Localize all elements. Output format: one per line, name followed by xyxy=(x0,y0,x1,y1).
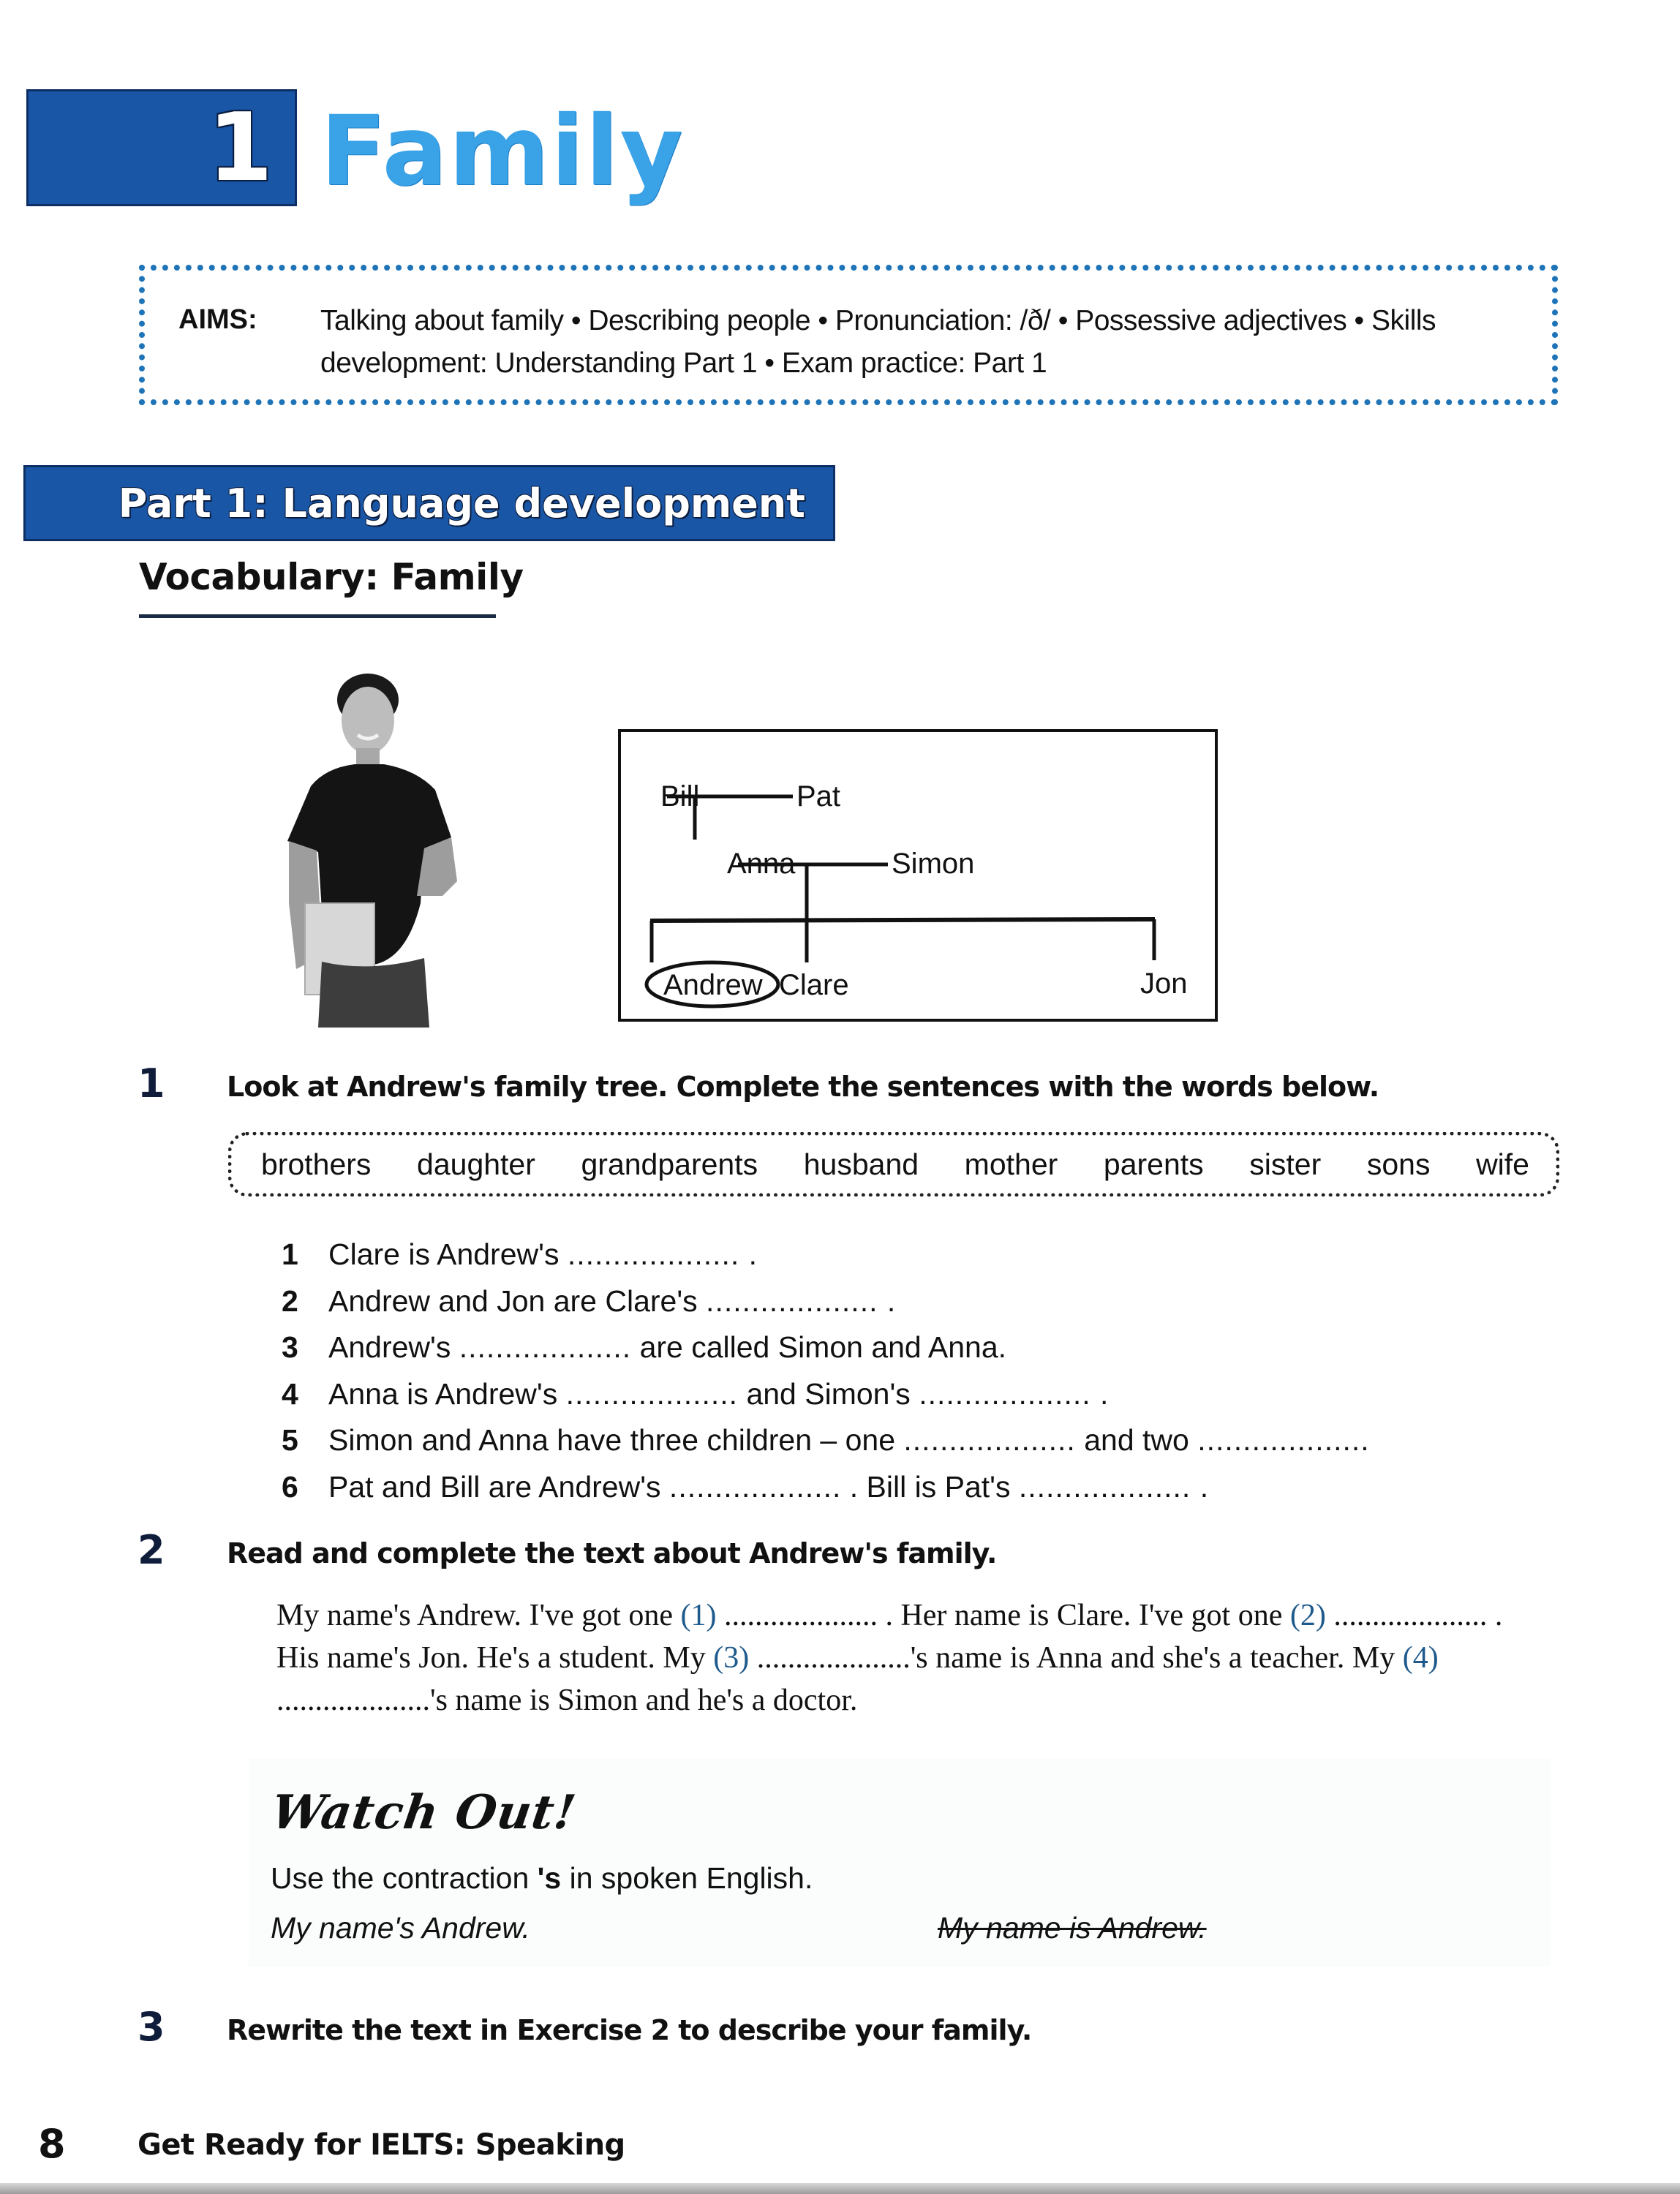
aims-box xyxy=(139,265,1558,405)
tree-person-anna: Anna xyxy=(727,848,796,880)
photo-jeans xyxy=(318,958,429,1028)
sentence-item xyxy=(282,1467,1209,1507)
exercise-1-instruction: Look at Andrew's family tree. Complete the sentences with the words below. xyxy=(227,1071,1379,1103)
tree-line-children xyxy=(650,919,1155,921)
sentence-text: Clare is Andrew's xyxy=(328,1237,568,1271)
word-option: sons xyxy=(1366,1147,1431,1181)
tree-person-jon: Jon xyxy=(1140,968,1188,1000)
sentence-number: 2 xyxy=(282,1283,298,1318)
page-edge-shadow xyxy=(0,2183,1680,2194)
sentence-text: are called Simon and Anna. xyxy=(631,1330,1007,1364)
word-box xyxy=(228,1132,1559,1196)
page-number: 8 xyxy=(38,2121,66,2167)
aims-label: AIMS: xyxy=(178,304,257,335)
sentence-item xyxy=(282,1420,1370,1460)
sentence-number: 4 xyxy=(282,1376,298,1411)
part-title: Part 1: Language development xyxy=(118,480,805,527)
book-title: Get Ready for IELTS: Speaking xyxy=(138,2128,625,2162)
sentence-text: Andrew and Jon are Clare's xyxy=(328,1283,707,1318)
sentence-item xyxy=(282,1234,758,1274)
answer-blank[interactable]: . xyxy=(1091,1376,1110,1411)
correct-example: My name's Andrew. xyxy=(271,1911,530,1945)
sentence-text: and Simon's xyxy=(738,1376,919,1411)
sentence-number: 5 xyxy=(282,1423,298,1457)
text-segment: .................... . Her name is Clare. I've got one xyxy=(716,1599,1290,1632)
watch-out-rule xyxy=(271,1861,813,1896)
word-option: wife xyxy=(1476,1147,1529,1181)
answer-blank[interactable]: ................... xyxy=(459,1330,632,1364)
sentence-number: 1 xyxy=(282,1237,298,1271)
text-segment: ....................'s name is Simon and he's a doctor. xyxy=(276,1684,858,1717)
section-heading: Vocabulary: Family xyxy=(139,556,524,598)
answer-blank[interactable]: . xyxy=(878,1283,897,1318)
gap-number: (1) xyxy=(680,1599,717,1632)
exercise-3-number: 3 xyxy=(138,2004,165,2050)
word-option: parents xyxy=(1103,1147,1204,1181)
sentence-text: Andrew's xyxy=(328,1330,459,1364)
tree-person-bill: Bill xyxy=(660,780,700,813)
text-segment: .................... . His name's Jon. He's a student. My xyxy=(276,1599,1503,1675)
part-banner xyxy=(23,465,835,541)
gap-number: (2) xyxy=(1289,1599,1326,1632)
word-option: husband xyxy=(803,1147,919,1181)
word-option: sister xyxy=(1249,1147,1322,1181)
sentence-text: Simon and Anna have three children – one xyxy=(328,1423,904,1457)
chapter-title: Family xyxy=(320,95,685,208)
chapter-number: 1 xyxy=(207,94,273,203)
word-option: grandparents xyxy=(581,1147,758,1181)
incorrect-example: My name is Andrew. xyxy=(938,1911,1207,1945)
watch-out-rule-pre: Use the contraction xyxy=(271,1861,538,1895)
text-segment: My name's Andrew. I've got one xyxy=(276,1599,681,1632)
word-option: brothers xyxy=(261,1147,372,1181)
word-option: mother xyxy=(964,1147,1058,1181)
watch-out-rule-post: in spoken English. xyxy=(561,1861,813,1895)
student-photo xyxy=(260,662,472,1028)
answer-blank[interactable]: . xyxy=(1191,1469,1210,1504)
sentence-text: Pat and Bill are Andrew's xyxy=(328,1469,669,1504)
tree-person-simon: Simon xyxy=(892,848,975,880)
sentence-number: 3 xyxy=(282,1330,298,1364)
answer-blank[interactable]: ................... xyxy=(919,1376,1091,1411)
answer-blank[interactable]: ................... xyxy=(1018,1469,1191,1504)
gap-number: (4) xyxy=(1402,1641,1439,1675)
sentence-text: Anna is Andrew's xyxy=(328,1376,566,1411)
tree-person-clare: Clare xyxy=(779,969,849,1001)
watch-out-title: Watch Out! xyxy=(268,1785,580,1840)
answer-blank[interactable]: ................... xyxy=(1197,1423,1370,1457)
answer-blank[interactable]: ................... xyxy=(668,1469,842,1504)
sentence-text: and two xyxy=(1075,1423,1198,1457)
heading-underline xyxy=(139,614,496,618)
sentence-text: . Bill is Pat's xyxy=(841,1469,1019,1504)
tree-person-pat: Pat xyxy=(796,780,841,813)
gap-number: (3) xyxy=(713,1641,750,1675)
answer-blank[interactable]: ................... xyxy=(567,1237,740,1271)
sentence-item xyxy=(282,1374,1109,1414)
aims-text: Talking about family • Describing people • Pronunciation: /ð/ • Possessive adjectives • Skills development: Understanding Part 1 • Exam practice: Part 1 xyxy=(320,305,1436,379)
word-option: daughter xyxy=(417,1147,535,1181)
sentence-number: 6 xyxy=(282,1469,298,1504)
photo-face xyxy=(342,687,394,754)
answer-blank[interactable]: ................... xyxy=(565,1376,739,1411)
tree-person-andrew: Andrew xyxy=(663,969,763,1001)
sentence-item xyxy=(282,1327,1006,1367)
exercise-2-text xyxy=(276,1594,1520,1722)
watch-out-rule-bold: 's xyxy=(537,1861,562,1895)
family-tree xyxy=(618,729,1218,1022)
text-segment: ....................'s name is Anna and she's a teacher. My xyxy=(749,1641,1403,1675)
sentence-item xyxy=(282,1281,896,1321)
answer-blank[interactable]: ................... xyxy=(903,1423,1076,1457)
chapter-number-box xyxy=(26,89,297,206)
watch-out-box xyxy=(249,1759,1551,1967)
exercise-1-number: 1 xyxy=(138,1060,165,1107)
answer-blank[interactable]: ................... xyxy=(706,1283,878,1318)
exercise-2-instruction: Read and complete the text about Andrew's family. xyxy=(227,1537,997,1569)
exercise-2-number: 2 xyxy=(138,1527,165,1573)
exercise-3-instruction: Rewrite the text in Exercise 2 to describe your family. xyxy=(227,2014,1032,2046)
answer-blank[interactable]: . xyxy=(739,1237,758,1271)
